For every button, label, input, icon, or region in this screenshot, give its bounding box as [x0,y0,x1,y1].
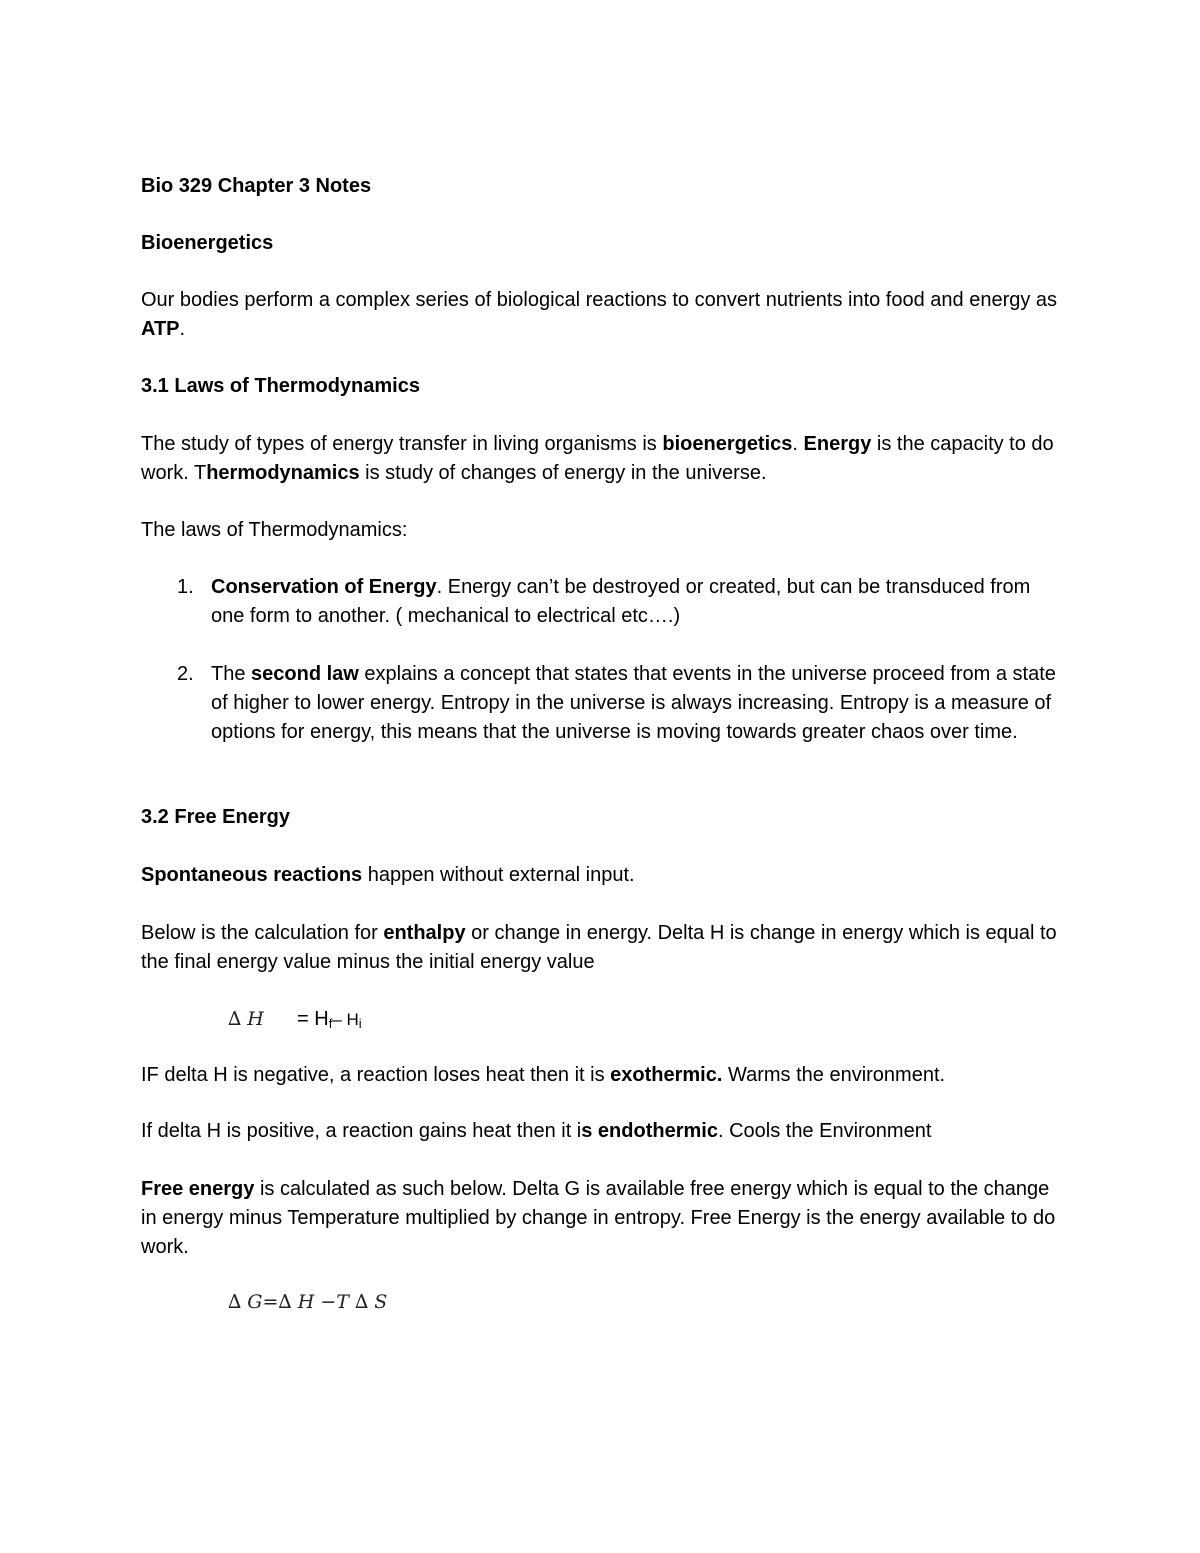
enthalpy-equation [228,1005,362,1038]
s1-text-1: The study of types of energy transfer in living organisms is [141,433,663,455]
intro-text-1: Our bodies perform a complex series of biological reactions to convert nutrients into food and energy as [141,289,1058,311]
spontaneous-paragraph [141,861,1061,890]
s1-text-4: is study of changes of energy in the universe. [359,462,767,484]
enthalpy-bold: enthalpy [383,922,466,944]
law-2-text [211,660,1061,747]
exo-bold: exothermic. [610,1064,723,1086]
law-2-number: 2. [177,663,194,685]
law-1-text [211,573,1061,631]
equation-delta-h: ∆ H [228,1008,264,1030]
equation-rhs [297,1008,362,1030]
law-1-body: . Energy can’t be destroyed or created, but can be transduced from one form to another. ( mechanical to electrical etc….) [211,576,1031,627]
heading-bioenergetics: Bioenergetics [141,232,274,254]
law-1-number: 1. [177,576,194,598]
enthalpy-paragraph [141,919,1061,977]
equation-delta-g: ∆ G=∆ H −T ∆ S [228,1291,388,1313]
s1-bold-bioenergetics: bioenergetics [662,433,793,455]
enthalpy-text-2: or change in energy. Delta H is change in energy which is equal to the final energy value minus the initial energy value [141,922,1057,973]
equation-hf: = H [297,1008,329,1030]
exo-text-2: Warms the environment. [722,1064,946,1086]
s1-text-2: . [792,433,804,455]
section-heading-laws: 3.1 Laws of Thermodynamics [141,375,420,397]
endo-text-2: . Cools the Environment [717,1120,932,1142]
law-2-bold: second law [251,663,359,685]
laws-intro: The laws of Thermodynamics: [141,519,408,541]
section-heading-free-energy: 3.2 Free Energy [141,806,290,828]
intro-paragraph [141,286,1061,344]
bioenergetics-definition-paragraph [141,430,1061,488]
law-2-body: explains a concept that states that events in the universe proceed from a state of higher to lower energy. Entropy in the universe is always increasing. Entropy is a measure of options for energy, this means that the universe is moving towards greater chaos over time. [211,663,1056,743]
enthalpy-text-1: Below is the calculation for [141,922,384,944]
endothermic-paragraph [141,1117,1061,1146]
s1-text-3: is the capacity to do work. T [141,433,1054,484]
free-energy-equation [228,1288,387,1317]
exothermic-paragraph [141,1061,1061,1090]
intro-text-2: . [179,318,186,340]
law-1-bold: Conservation of Energy [211,576,437,598]
equation-sub-f: f [328,1016,333,1031]
s1-bold-energy: Energy [803,433,872,455]
free-energy-text: is calculated as such below. Delta G is available free energy which is equal to the change in energy minus Temperature multiplied by change in entropy. Free Energy is the energy available to do work. [141,1178,1056,1258]
endo-bold: s endothermic [581,1120,718,1142]
law-2-list-item [141,660,1061,780]
endo-text-1: If delta H is positive, a reaction gains heat then it i [141,1120,582,1142]
spontaneous-bold: Spontaneous reactions [141,864,363,886]
law-2-text-1: The [211,663,252,685]
free-energy-paragraph [141,1175,1061,1262]
equation-sub-i: i [358,1016,362,1031]
exo-text-1: IF delta H is negative, a reaction loses heat then it is [141,1064,611,1086]
law-1-list-item [141,573,1061,633]
s1-bold-thermodynamics: hermodynamics [206,462,360,484]
equation-hi: – H [332,1010,359,1029]
document-title: Bio 329 Chapter 3 Notes [141,175,372,197]
intro-bold-atp: ATP [141,318,180,340]
free-energy-bold: Free energy [141,1178,255,1200]
spontaneous-text: happen without external input. [362,864,635,886]
